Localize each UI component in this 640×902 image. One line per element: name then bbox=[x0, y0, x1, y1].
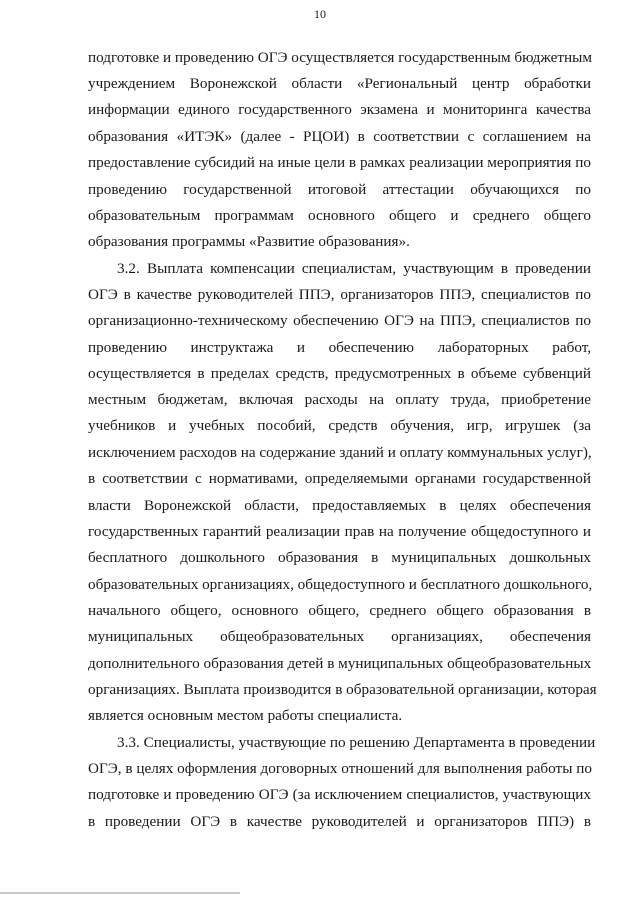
text-line: власти Воронежской области, предоставляемых в целях обеспечения bbox=[88, 497, 591, 514]
text-line: образовательных организациях, общедоступного и бесплатного дошкольного, bbox=[88, 576, 593, 593]
text-line: в соответствии с нормативами, определяемыми органами государственной bbox=[88, 470, 591, 487]
text-line: проведению инструктажа и обеспечению лабораторных работ, bbox=[88, 339, 591, 356]
text-line: муниципальных общеобразовательных организациях, обеспечения bbox=[88, 628, 591, 645]
text-line: бесплатного дошкольного образования в муниципальных дошкольных bbox=[88, 549, 591, 566]
page-number: 10 bbox=[314, 7, 326, 21]
text-line: ОГЭ, в целях оформления договорных отношений для выполнения работы по bbox=[88, 760, 592, 777]
text-line: образовательным программам основного общего и среднего общего bbox=[88, 207, 591, 224]
text-line: подготовке и проведению ОГЭ (за исключением специалистов, участвующих bbox=[88, 786, 591, 803]
text-line: в проведении ОГЭ в качестве руководителей и организаторов ППЭ) в bbox=[88, 813, 591, 830]
text-line: местным бюджетам, включая расходы на оплату труда, приобретение bbox=[88, 391, 591, 408]
text-line: начального общего, основного общего, среднего общего образования в bbox=[88, 602, 591, 619]
text-line: ОГЭ в качестве руководителей ППЭ, организаторов ППЭ, специалистов по bbox=[88, 286, 591, 303]
text-line: образования «ИТЭК» (далее - РЦОИ) в соответствии с соглашением на bbox=[88, 128, 591, 145]
text-line: организационно-техническому обеспечению ОГЭ на ППЭ, специалистов по bbox=[88, 312, 591, 329]
text-line: образования программы «Развитие образования». bbox=[88, 233, 410, 250]
text-line: дополнительного образования детей в муниципальных общеобразовательных bbox=[88, 655, 592, 672]
text-line: предоставление субсидий на иные цели в рамках реализации мероприятия по bbox=[88, 154, 591, 171]
text-line: проведению государственной итоговой аттестации обучающихся по bbox=[88, 181, 591, 198]
paragraph-3-2-first-line: 3.2. Выплата компенсации специалистам, участвующим в проведении bbox=[117, 260, 591, 277]
text-line: исключением расходов на содержание зданий и оплату коммунальных услуг), bbox=[88, 444, 592, 461]
text-line: информации единого государственного экзамена и мониторинга качества bbox=[88, 101, 591, 118]
text-line: осуществляется в пределах средств, предусмотренных в объеме субвенций bbox=[88, 365, 591, 382]
scan-edge-mark bbox=[0, 892, 240, 894]
text-line: учебников и учебных пособий, средств обучения, игр, игрушек (за bbox=[88, 417, 591, 434]
text-line: учреждением Воронежской области «Региональный центр обработки bbox=[88, 75, 591, 92]
text-line: подготовке и проведению ОГЭ осуществляется государственным бюджетным bbox=[88, 49, 592, 66]
paragraph-3-3-first-line: 3.3. Специалисты, участвующие по решению Департамента в проведении bbox=[117, 734, 596, 751]
text-line: организациях. Выплата производится в образовательной организации, которая bbox=[88, 681, 597, 698]
text-line: является основным местом работы специалиста. bbox=[88, 707, 403, 724]
text-line: государственных гарантий реализации прав на получение общедоступного и bbox=[88, 523, 591, 540]
